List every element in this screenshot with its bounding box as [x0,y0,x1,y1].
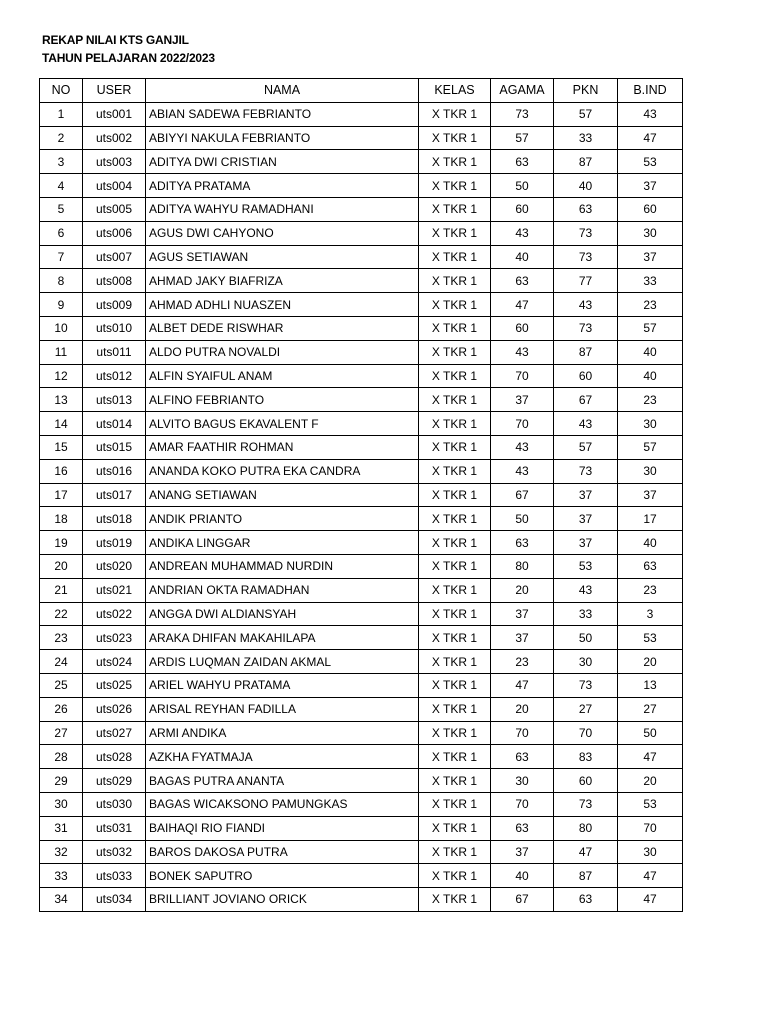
cell-agama: 37 [491,840,554,864]
cell-bind: 40 [618,364,683,388]
cell-pkn: 27 [554,697,618,721]
cell-user: uts003 [83,150,146,174]
table-row [40,150,683,174]
cell-pkn: 73 [554,673,618,697]
cell-bind: 30 [618,840,683,864]
table-row [40,792,683,816]
cell-user: uts016 [83,459,146,483]
cell-user: uts017 [83,483,146,507]
cell-bind: 47 [618,745,683,769]
cell-bind: 27 [618,697,683,721]
cell-bind: 30 [618,221,683,245]
cell-agama: 47 [491,673,554,697]
table-row [40,197,683,221]
cell-bind: 20 [618,769,683,793]
cell-nama: BAGAS WICAKSONO PAMUNGKAS [146,792,419,816]
cell-agama: 67 [491,483,554,507]
header-kelas: KELAS [419,79,491,103]
cell-no: 5 [40,197,83,221]
cell-nama: ABIYYI NAKULA FEBRIANTO [146,126,419,150]
cell-kelas: X TKR 1 [419,769,491,793]
cell-agama: 37 [491,388,554,412]
cell-no: 32 [40,840,83,864]
cell-nama: ANDREAN MUHAMMAD NURDIN [146,554,419,578]
cell-agama: 70 [491,721,554,745]
cell-no: 10 [40,316,83,340]
cell-nama: BAGAS PUTRA ANANTA [146,769,419,793]
cell-agama: 57 [491,126,554,150]
cell-pkn: 43 [554,412,618,436]
cell-bind: 57 [618,435,683,459]
cell-kelas: X TKR 1 [419,388,491,412]
cell-no: 4 [40,174,83,198]
cell-no: 30 [40,792,83,816]
cell-nama: ANANG SETIAWAN [146,483,419,507]
cell-kelas: X TKR 1 [419,102,491,126]
cell-nama: ALFINO FEBRIANTO [146,388,419,412]
cell-pkn: 43 [554,578,618,602]
cell-no: 34 [40,888,83,912]
table-row [40,174,683,198]
cell-user: uts026 [83,697,146,721]
cell-pkn: 60 [554,364,618,388]
cell-pkn: 33 [554,126,618,150]
table-row [40,626,683,650]
cell-user: uts028 [83,745,146,769]
cell-bind: 30 [618,412,683,436]
cell-nama: ARISAL REYHAN FADILLA [146,697,419,721]
cell-user: uts001 [83,102,146,126]
cell-kelas: X TKR 1 [419,150,491,174]
cell-kelas: X TKR 1 [419,293,491,317]
cell-no: 11 [40,340,83,364]
cell-user: uts005 [83,197,146,221]
cell-bind: 60 [618,197,683,221]
cell-nama: AMAR FAATHIR ROHMAN [146,435,419,459]
cell-no: 13 [40,388,83,412]
cell-pkn: 37 [554,531,618,555]
header-pkn: PKN [554,79,618,103]
cell-kelas: X TKR 1 [419,888,491,912]
cell-agama: 43 [491,340,554,364]
cell-agama: 63 [491,150,554,174]
cell-nama: AHMAD JAKY BIAFRIZA [146,269,419,293]
cell-agama: 43 [491,459,554,483]
cell-kelas: X TKR 1 [419,792,491,816]
cell-kelas: X TKR 1 [419,864,491,888]
cell-kelas: X TKR 1 [419,554,491,578]
cell-nama: AZKHA FYATMAJA [146,745,419,769]
table-header-row [40,79,683,103]
cell-user: uts009 [83,293,146,317]
cell-user: uts034 [83,888,146,912]
cell-pkn: 73 [554,316,618,340]
cell-no: 23 [40,626,83,650]
cell-nama: ADITYA WAHYU RAMADHANI [146,197,419,221]
cell-nama: ANDIKA LINGGAR [146,531,419,555]
table-body [40,102,683,911]
cell-nama: BRILLIANT JOVIANO ORICK [146,888,419,912]
cell-pkn: 57 [554,102,618,126]
cell-user: uts030 [83,792,146,816]
table-row [40,126,683,150]
table-row [40,578,683,602]
cell-kelas: X TKR 1 [419,840,491,864]
cell-user: uts008 [83,269,146,293]
table-row [40,412,683,436]
cell-user: uts012 [83,364,146,388]
table-row [40,602,683,626]
cell-pkn: 73 [554,221,618,245]
cell-agama: 67 [491,888,554,912]
cell-user: uts013 [83,388,146,412]
cell-user: uts019 [83,531,146,555]
cell-no: 6 [40,221,83,245]
cell-pkn: 70 [554,721,618,745]
cell-bind: 23 [618,293,683,317]
cell-user: uts025 [83,673,146,697]
document-title: REKAP NILAI KTS GANJIL [42,33,189,47]
cell-bind: 33 [618,269,683,293]
cell-no: 26 [40,697,83,721]
header-bind: B.IND [618,79,683,103]
cell-no: 24 [40,650,83,674]
cell-kelas: X TKR 1 [419,412,491,436]
cell-pkn: 57 [554,435,618,459]
cell-nama: ANGGA DWI ALDIANSYAH [146,602,419,626]
cell-kelas: X TKR 1 [419,578,491,602]
cell-kelas: X TKR 1 [419,673,491,697]
cell-bind: 20 [618,650,683,674]
cell-bind: 70 [618,816,683,840]
cell-nama: BAIHAQI RIO FIANDI [146,816,419,840]
cell-pkn: 67 [554,388,618,412]
cell-pkn: 87 [554,864,618,888]
cell-pkn: 63 [554,888,618,912]
cell-no: 8 [40,269,83,293]
cell-user: uts018 [83,507,146,531]
cell-user: uts032 [83,840,146,864]
cell-bind: 40 [618,340,683,364]
table-row [40,745,683,769]
cell-nama: AGUS SETIAWAN [146,245,419,269]
cell-pkn: 73 [554,792,618,816]
cell-user: uts007 [83,245,146,269]
cell-agama: 63 [491,816,554,840]
cell-bind: 37 [618,245,683,269]
cell-no: 3 [40,150,83,174]
table-row [40,531,683,555]
cell-user: uts010 [83,316,146,340]
cell-kelas: X TKR 1 [419,435,491,459]
cell-user: uts029 [83,769,146,793]
cell-bind: 57 [618,316,683,340]
cell-user: uts024 [83,650,146,674]
cell-kelas: X TKR 1 [419,340,491,364]
cell-agama: 37 [491,626,554,650]
cell-kelas: X TKR 1 [419,126,491,150]
cell-pkn: 47 [554,840,618,864]
cell-no: 15 [40,435,83,459]
table-row [40,316,683,340]
cell-bind: 43 [618,102,683,126]
cell-kelas: X TKR 1 [419,364,491,388]
cell-kelas: X TKR 1 [419,221,491,245]
cell-kelas: X TKR 1 [419,316,491,340]
cell-kelas: X TKR 1 [419,745,491,769]
cell-bind: 53 [618,150,683,174]
cell-no: 18 [40,507,83,531]
cell-user: uts021 [83,578,146,602]
cell-user: uts023 [83,626,146,650]
cell-nama: ALVITO BAGUS EKAVALENT F [146,412,419,436]
cell-nama: ARIEL WAHYU PRATAMA [146,673,419,697]
cell-user: uts011 [83,340,146,364]
cell-bind: 40 [618,531,683,555]
cell-nama: BAROS DAKOSA PUTRA [146,840,419,864]
cell-kelas: X TKR 1 [419,626,491,650]
cell-pkn: 33 [554,602,618,626]
cell-user: uts031 [83,816,146,840]
cell-no: 31 [40,816,83,840]
table-row [40,245,683,269]
cell-agama: 47 [491,293,554,317]
cell-bind: 13 [618,673,683,697]
cell-agama: 80 [491,554,554,578]
cell-user: uts002 [83,126,146,150]
cell-kelas: X TKR 1 [419,721,491,745]
cell-kelas: X TKR 1 [419,531,491,555]
cell-bind: 53 [618,626,683,650]
cell-agama: 63 [491,745,554,769]
table-row [40,102,683,126]
cell-user: uts015 [83,435,146,459]
cell-agama: 20 [491,697,554,721]
cell-no: 21 [40,578,83,602]
table-row [40,221,683,245]
table-row [40,769,683,793]
cell-nama: ALFIN SYAIFUL ANAM [146,364,419,388]
header-agama: AGAMA [491,79,554,103]
cell-kelas: X TKR 1 [419,816,491,840]
table-row [40,388,683,412]
cell-pkn: 40 [554,174,618,198]
cell-pkn: 63 [554,197,618,221]
table-row [40,435,683,459]
cell-no: 9 [40,293,83,317]
table-row [40,459,683,483]
cell-user: uts022 [83,602,146,626]
table-row [40,697,683,721]
cell-nama: ANDRIAN OKTA RAMADHAN [146,578,419,602]
cell-no: 27 [40,721,83,745]
cell-bind: 47 [618,888,683,912]
cell-bind: 50 [618,721,683,745]
cell-pkn: 60 [554,769,618,793]
cell-kelas: X TKR 1 [419,245,491,269]
table-row [40,721,683,745]
cell-no: 16 [40,459,83,483]
cell-kelas: X TKR 1 [419,697,491,721]
cell-bind: 3 [618,602,683,626]
cell-pkn: 37 [554,507,618,531]
cell-nama: ABIAN SADEWA FEBRIANTO [146,102,419,126]
document-subtitle: TAHUN PELAJARAN 2022/2023 [42,51,215,65]
cell-bind: 37 [618,483,683,507]
cell-agama: 63 [491,269,554,293]
cell-pkn: 80 [554,816,618,840]
table-row [40,340,683,364]
cell-agama: 20 [491,578,554,602]
cell-pkn: 73 [554,245,618,269]
table-row [40,293,683,317]
cell-user: uts004 [83,174,146,198]
cell-nama: ADITYA PRATAMA [146,174,419,198]
cell-bind: 23 [618,578,683,602]
cell-pkn: 37 [554,483,618,507]
cell-pkn: 77 [554,269,618,293]
cell-agama: 60 [491,197,554,221]
cell-no: 28 [40,745,83,769]
cell-pkn: 73 [554,459,618,483]
cell-agama: 43 [491,435,554,459]
header-user: USER [83,79,146,103]
table-row [40,507,683,531]
cell-nama: ANANDA KOKO PUTRA EKA CANDRA [146,459,419,483]
cell-nama: ALDO PUTRA NOVALDI [146,340,419,364]
table-row [40,888,683,912]
header-no: NO [40,79,83,103]
cell-kelas: X TKR 1 [419,483,491,507]
cell-agama: 43 [491,221,554,245]
cell-no: 33 [40,864,83,888]
cell-no: 2 [40,126,83,150]
cell-agama: 23 [491,650,554,674]
cell-no: 7 [40,245,83,269]
cell-agama: 40 [491,864,554,888]
cell-nama: ALBET DEDE RISWHAR [146,316,419,340]
cell-user: uts014 [83,412,146,436]
cell-kelas: X TKR 1 [419,507,491,531]
cell-bind: 17 [618,507,683,531]
cell-user: uts027 [83,721,146,745]
cell-no: 12 [40,364,83,388]
cell-nama: ANDIK PRIANTO [146,507,419,531]
cell-pkn: 87 [554,340,618,364]
cell-no: 1 [40,102,83,126]
cell-nama: AHMAD ADHLI NUASZEN [146,293,419,317]
cell-no: 29 [40,769,83,793]
cell-agama: 37 [491,602,554,626]
cell-bind: 53 [618,792,683,816]
cell-bind: 47 [618,864,683,888]
cell-nama: ADITYA DWI CRISTIAN [146,150,419,174]
table-row [40,673,683,697]
cell-kelas: X TKR 1 [419,650,491,674]
table-row [40,816,683,840]
cell-agama: 70 [491,412,554,436]
table-row [40,269,683,293]
cell-kelas: X TKR 1 [419,197,491,221]
cell-pkn: 53 [554,554,618,578]
table-row [40,864,683,888]
cell-bind: 37 [618,174,683,198]
cell-nama: ARDIS LUQMAN ZAIDAN AKMAL [146,650,419,674]
cell-no: 20 [40,554,83,578]
table-row [40,483,683,507]
cell-bind: 63 [618,554,683,578]
cell-no: 25 [40,673,83,697]
cell-nama: AGUS DWI CAHYONO [146,221,419,245]
cell-no: 17 [40,483,83,507]
cell-pkn: 50 [554,626,618,650]
cell-pkn: 30 [554,650,618,674]
cell-agama: 63 [491,531,554,555]
cell-kelas: X TKR 1 [419,459,491,483]
cell-agama: 70 [491,792,554,816]
table-row [40,364,683,388]
cell-nama: BONEK SAPUTRO [146,864,419,888]
cell-no: 14 [40,412,83,436]
cell-user: uts033 [83,864,146,888]
cell-pkn: 87 [554,150,618,174]
cell-bind: 47 [618,126,683,150]
table-row [40,554,683,578]
cell-no: 19 [40,531,83,555]
header-nama: NAMA [146,79,419,103]
cell-agama: 40 [491,245,554,269]
cell-pkn: 83 [554,745,618,769]
cell-agama: 50 [491,174,554,198]
cell-user: uts006 [83,221,146,245]
cell-kelas: X TKR 1 [419,602,491,626]
cell-nama: ARMI ANDIKA [146,721,419,745]
cell-pkn: 43 [554,293,618,317]
cell-agama: 70 [491,364,554,388]
cell-user: uts020 [83,554,146,578]
cell-no: 22 [40,602,83,626]
cell-bind: 23 [618,388,683,412]
cell-kelas: X TKR 1 [419,174,491,198]
cell-bind: 30 [618,459,683,483]
cell-nama: ARAKA DHIFAN MAKAHILAPA [146,626,419,650]
cell-agama: 30 [491,769,554,793]
cell-agama: 50 [491,507,554,531]
cell-agama: 60 [491,316,554,340]
table-row [40,840,683,864]
cell-agama: 73 [491,102,554,126]
table-row [40,650,683,674]
grades-table [39,78,683,912]
cell-kelas: X TKR 1 [419,269,491,293]
